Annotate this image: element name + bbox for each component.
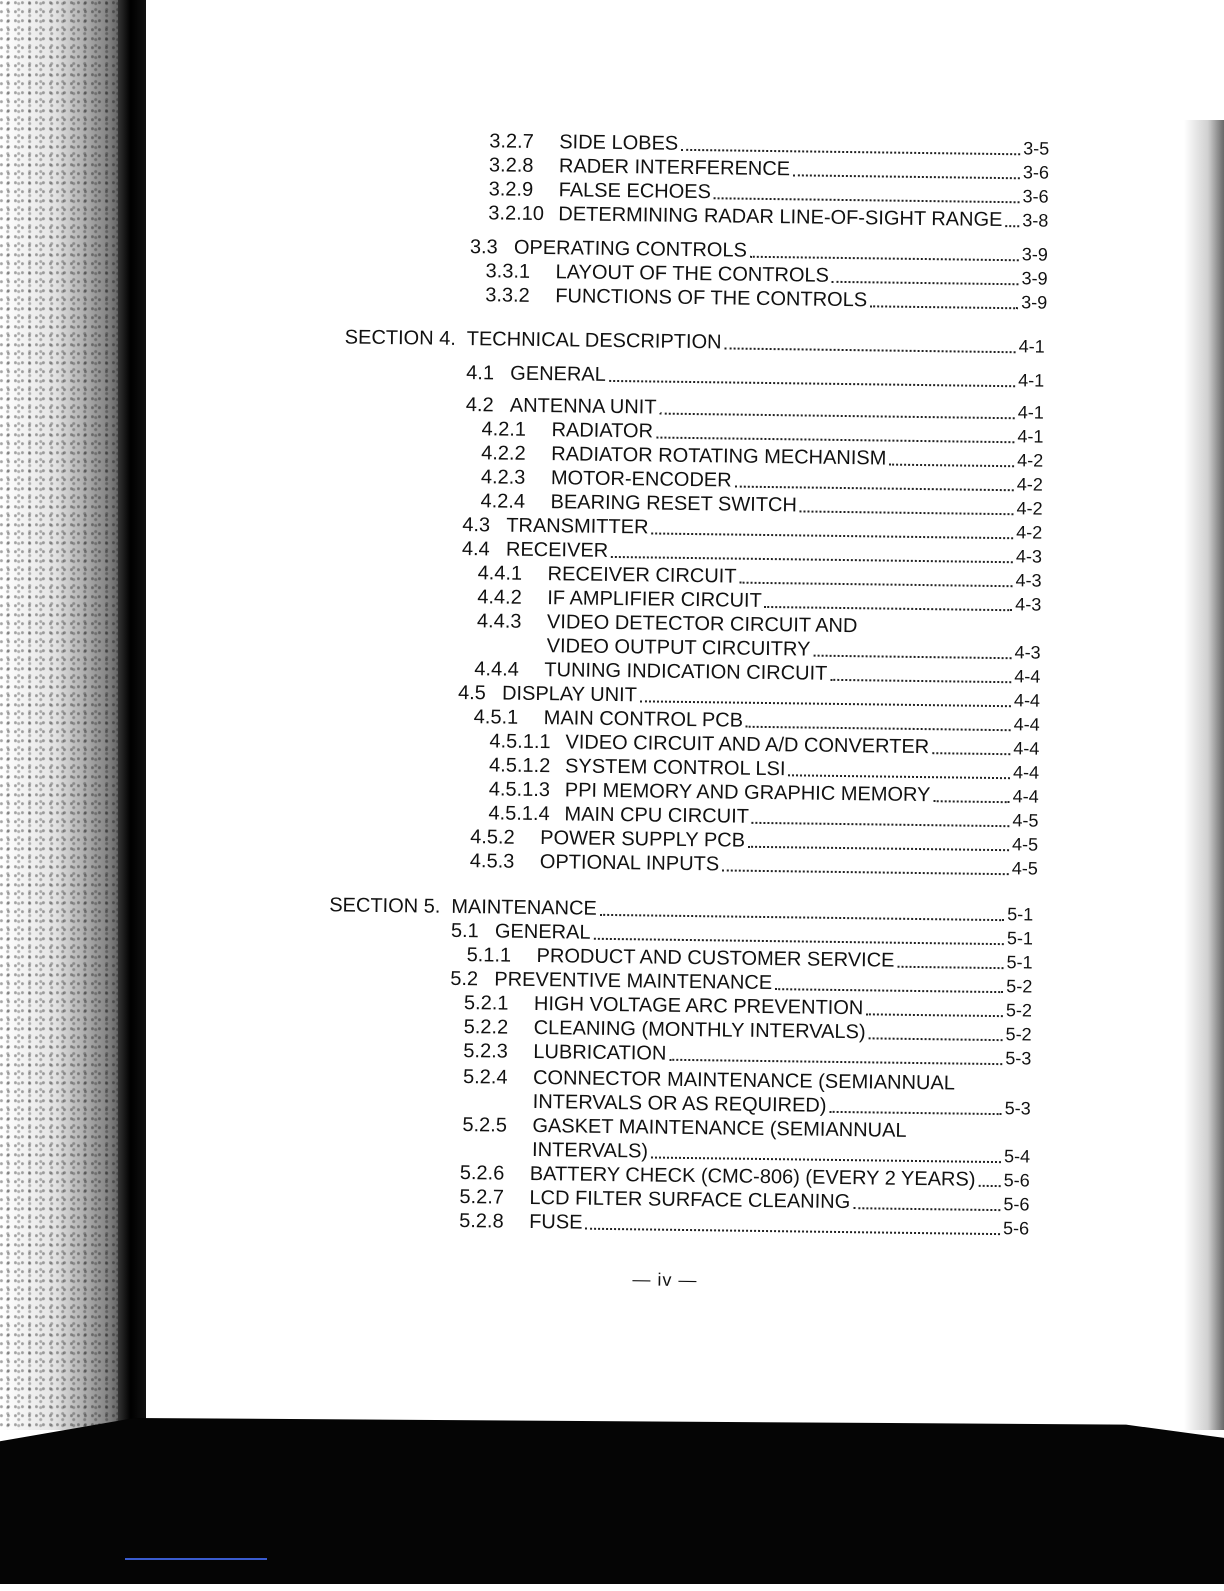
toc-entry-page: 5-6: [1003, 1170, 1030, 1191]
dot-leader: [651, 1140, 1001, 1164]
dot-leader: [870, 288, 1018, 309]
toc-entry-first-line[interactable]: [462, 1113, 906, 1143]
toc-entry-title: FALSE ECHOES: [558, 179, 712, 204]
dot-leader: [788, 757, 1010, 779]
toc-entry-number: 4.2.3: [480, 466, 526, 489]
dot-leader: [832, 264, 1019, 285]
toc-entry-number: 3.2.9: [488, 178, 534, 201]
dot-leader: [722, 852, 1009, 875]
toc-entry-number: 4.1: [466, 362, 495, 385]
toc-entry-title: VIDEO DETECTOR CIRCUIT AND: [546, 611, 858, 638]
toc-entry-number: 5.2.6: [459, 1162, 505, 1185]
dot-leader: [739, 565, 1012, 588]
toc-entry-title: PRODUCT AND CUSTOMER SERVICE: [536, 945, 895, 972]
toc-entry-number: 3.3.1: [485, 260, 531, 283]
dot-leader: [714, 180, 1020, 203]
toc-entry-page: 4-3: [1014, 642, 1041, 663]
toc-entry-page: 3-6: [1022, 162, 1050, 183]
toc-entry-title: SIDE LOBES: [559, 131, 679, 155]
toc-entry-title: PPI MEMORY AND GRAPHIC MEMORY: [564, 779, 931, 807]
toc-entry-page: 4-4: [1013, 738, 1040, 759]
toc-entry-number: 5.2.3: [463, 1040, 509, 1063]
dot-leader: [651, 515, 1013, 539]
dot-leader: [659, 396, 1015, 420]
dot-leader: [853, 1190, 1000, 1211]
toc-entry-number: 4.5.1.3: [488, 778, 551, 802]
toc-entry-page: 4-5: [1011, 858, 1038, 879]
dot-leader: [748, 829, 1009, 851]
toc-entry-page: 4-4: [1014, 666, 1041, 687]
toc-entry-number: 4.4: [461, 538, 490, 561]
toc-entry-number: 5.2: [450, 967, 479, 991]
toc-entry-title: SYSTEM CONTROL LSI: [564, 755, 786, 781]
toc-entry-page: 4-1: [1018, 370, 1045, 391]
dot-leader: [609, 363, 1016, 387]
dot-leader: [775, 971, 1003, 993]
toc-entry-title: TUNING INDICATION CIRCUIT: [544, 659, 828, 685]
toc-entry-first-line[interactable]: [477, 609, 858, 638]
toc-section-title: TECHNICAL DESCRIPTION: [466, 328, 722, 354]
dot-leader: [800, 493, 1014, 515]
dot-leader: [640, 683, 1011, 707]
dot-leader: [600, 897, 1005, 921]
toc-entry-page: 5-4: [1003, 1146, 1031, 1167]
toc-entry-title: MOTOR-ENCODER: [550, 467, 732, 492]
toc-entry-number: 4.2.2: [481, 442, 526, 465]
toc-entry-title: POWER SUPPLY PCB: [540, 827, 746, 852]
toc-entry-title: MAIN CPU CIRCUIT: [564, 803, 750, 828]
toc-entry-number: 5.1.1: [466, 944, 512, 967]
toc-entry-page: 5-2: [1006, 976, 1033, 997]
toc-entry-number: 4.3: [462, 514, 491, 537]
toc-entry-number: 4.5.1.2: [488, 754, 551, 778]
toc-section-title: MAINTENANCE: [451, 895, 597, 920]
dot-leader: [868, 1020, 1002, 1041]
toc-entry-page: 5-2: [1005, 1024, 1032, 1045]
toc-entry-page: 4-1: [1017, 402, 1044, 423]
toc-entry-page: 4-2: [1016, 498, 1043, 519]
dot-leader: [593, 921, 1004, 945]
toc-entry-title: VIDEO CIRCUIT AND A/D CONVERTER: [565, 731, 930, 759]
dot-leader: [656, 420, 1015, 444]
toc-entry-page: 5-3: [1005, 1048, 1032, 1069]
toc-entry-number: 4.5.1.1: [489, 730, 551, 754]
toc-entry-number: 4.5.1.4: [488, 802, 550, 826]
dot-leader: [669, 1042, 1002, 1065]
toc-entry-number: 4.4.2: [477, 586, 522, 609]
toc-entry-page: 4-3: [1015, 546, 1043, 567]
dot-leader: [830, 662, 1011, 683]
dot-leader: [813, 638, 1011, 660]
toc-entry-page: 4-3: [1015, 570, 1042, 591]
toc-entry-title: FUNCTIONS OF THE CONTROLS: [555, 285, 868, 312]
toc-entry-page: 4-4: [1013, 690, 1041, 711]
toc-entry-number: 4.2: [465, 394, 494, 417]
toc-entry-number: 5.2.5: [462, 1114, 508, 1137]
toc-entry-page: 5-6: [1002, 1218, 1030, 1239]
toc-entry-page: 4-2: [1016, 522, 1043, 543]
dot-leader: [793, 157, 1020, 179]
dot-leader: [746, 709, 1011, 731]
toc-entry-title: IF AMPLIFIER CIRCUIT: [547, 587, 762, 612]
toc-entry-title-continued: INTERVALS): [531, 1138, 649, 1163]
dot-leader: [889, 447, 1014, 468]
toc-entry-title: MAIN CONTROL PCB: [543, 707, 744, 732]
toc-entry-number: 4.5: [457, 681, 487, 705]
toc-entry-number: 4.5.3: [469, 850, 515, 873]
toc-entry-title: LAYOUT OF THE CONTROLS: [555, 261, 830, 287]
toc-entry-number: 3.2.7: [489, 130, 534, 153]
toc-section-heading[interactable]: [345, 325, 1045, 358]
dot-leader: [752, 805, 1010, 827]
toc-entry-title: DISPLAY UNIT: [501, 682, 638, 707]
dot-leader: [611, 539, 1013, 563]
dot-leader: [866, 996, 1003, 1017]
toc-entry-page: 4-4: [1013, 714, 1040, 735]
toc-entry-page: 4-4: [1012, 762, 1040, 783]
dot-leader: [750, 239, 1019, 262]
toc-entry-title: HIGH VOLTAGE ARC PREVENTION: [533, 992, 864, 1020]
dot-leader: [765, 589, 1013, 611]
toc-entry-page: 3-9: [1021, 244, 1048, 265]
page-number: — iv —: [632, 1269, 698, 1291]
dot-leader: [585, 1211, 1000, 1235]
toc-entry-title: RECEIVER: [505, 538, 609, 562]
toc-entry-number: 4.4.4: [474, 658, 520, 681]
toc-entry-page: 3-9: [1021, 292, 1048, 313]
toc-entry-title: GENERAL: [510, 362, 606, 386]
toc-entry-number: 4.2.4: [480, 490, 526, 513]
toc-entry-page: 5-2: [1005, 1000, 1033, 1021]
toc-entry-number: 3.3: [469, 236, 498, 259]
toc-entry-number: 4.2.1: [481, 418, 527, 441]
toc-entry-number: 3.2.8: [488, 154, 534, 177]
toc-entry-number: 5.2.2: [463, 1016, 509, 1039]
toc-entry-number: 3.3.2: [485, 284, 530, 307]
toc-entry-page: 4-2: [1017, 450, 1044, 471]
toc-entry-page: 5-1: [1006, 952, 1033, 973]
toc-entry-title: RADIATOR ROTATING MECHANISM: [551, 443, 887, 470]
dot-leader: [933, 783, 1010, 803]
toc-entry-title: GASKET MAINTENANCE (SEMIANNUAL: [532, 1114, 907, 1142]
toc-entry-number: 4.5.1: [473, 706, 519, 729]
toc-entry-title: CLEANING (MONTHLY INTERVALS): [533, 1016, 866, 1044]
toc-entry-title: BATTERY CHECK (CMC-806) (EVERY 2 YEARS): [529, 1162, 976, 1191]
toc-entry-page: 3-9: [1021, 268, 1048, 289]
toc-entry-title: CONNECTOR MAINTENANCE (SEMIANNUAL: [532, 1066, 956, 1095]
dot-leader: [829, 1094, 1001, 1115]
dot-leader: [1005, 208, 1019, 227]
toc-entry-number: 5.2.8: [459, 1210, 504, 1233]
toc-entry-title: LCD FILTER SURFACE CLEANING: [529, 1186, 851, 1214]
toc-entry-number: 4.4.1: [477, 562, 523, 585]
toc-entry-page: 4-1: [1018, 336, 1045, 357]
toc-entry-page: 5-1: [1006, 928, 1034, 949]
toc-section-number: SECTION 5.: [329, 894, 441, 918]
dot-leader: [735, 469, 1014, 492]
toc-entry-title: OPERATING CONTROLS: [513, 236, 748, 262]
toc-entry-page: 5-3: [1004, 1098, 1031, 1119]
toc-entry-title: OPTIONAL INPUTS: [539, 851, 720, 876]
toc-entry-page: 3-8: [1022, 210, 1049, 231]
toc-entry-title: DETERMINING RADAR LINE-OF-SIGHT RANGE: [558, 203, 1003, 232]
toc-entry-title: PREVENTIVE MAINTENANCE: [494, 968, 773, 995]
toc-entry-page: 5-6: [1003, 1194, 1030, 1215]
toc-entry-page: 4-5: [1011, 834, 1039, 855]
toc-entry-title: ANTENNA UNIT: [509, 394, 657, 419]
dot-leader: [681, 132, 1020, 155]
toc-entry[interactable]: [466, 361, 1044, 393]
dot-leader: [932, 735, 1010, 755]
toc-entry-number: 4.5.2: [470, 826, 515, 849]
toc-entry-title: BEARING RESET SWITCH: [550, 491, 798, 517]
dot-leader: [978, 1168, 1001, 1187]
toc-entry-page: 4-2: [1016, 474, 1043, 495]
toc-entry-title: GENERAL: [494, 920, 591, 944]
toc-entry-page: 4-4: [1012, 786, 1039, 807]
toc-entry-title: RADER INTERFERENCE: [558, 155, 791, 181]
toc-entry-title-continued: VIDEO OUTPUT CIRCUITRY: [546, 635, 811, 661]
toc-entry-title: FUSE: [529, 1210, 583, 1234]
toc-entry-number: 4.4.3: [476, 610, 522, 633]
toc-entry-number: 5.1: [450, 919, 479, 943]
dot-leader: [724, 330, 1015, 353]
toc-entry-title: TRANSMITTER: [506, 514, 649, 539]
toc-entry-number: 5.2.4: [462, 1066, 508, 1089]
toc-section-number: SECTION 4.: [344, 326, 456, 350]
toc-entry-page: 4-1: [1017, 426, 1044, 447]
toc-entry-title: RADIATOR: [551, 419, 654, 443]
toc-entry-number: 5.2.1: [463, 992, 509, 1015]
toc-entry-title-continued: INTERVALS OR AS REQUIRED): [532, 1090, 827, 1117]
toc-entry-page: 3-5: [1023, 138, 1050, 159]
toc-entry-title: RECEIVER CIRCUIT: [547, 563, 737, 588]
toc-entry-title: LUBRICATION: [533, 1040, 667, 1065]
dot-leader: [897, 949, 1003, 969]
toc-entry-number: 5.2.7: [459, 1186, 505, 1209]
toc-entry-page: 5-1: [1007, 904, 1034, 925]
toc-entry-page: 4-5: [1012, 810, 1039, 831]
toc-entry-page: 4-3: [1015, 594, 1042, 615]
toc-entry-number: 3.2.10: [488, 202, 545, 226]
toc-entry-page: 3-6: [1022, 186, 1049, 207]
